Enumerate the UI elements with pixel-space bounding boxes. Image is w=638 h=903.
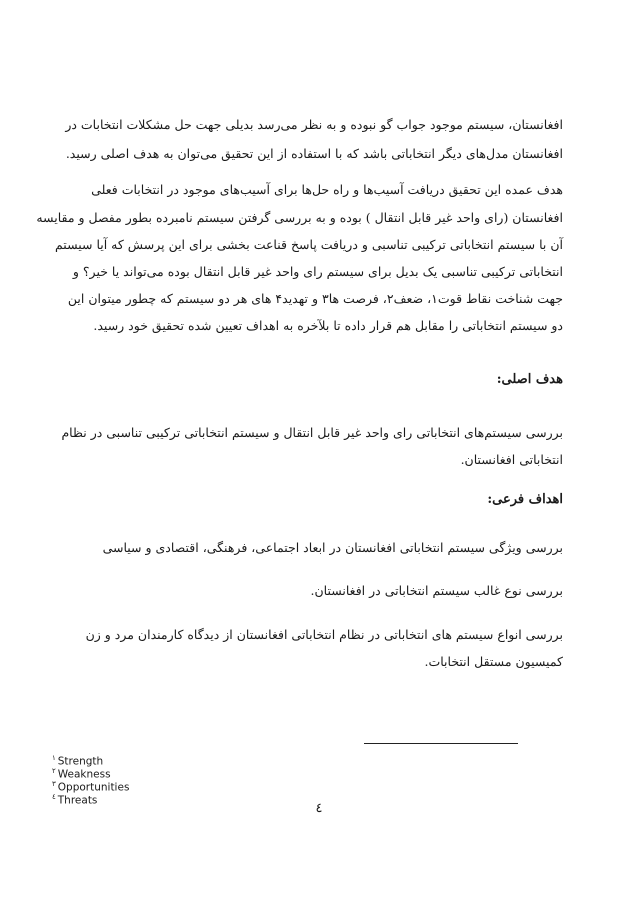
footnote-separator: [364, 743, 518, 744]
footnote-text: Threats: [57, 794, 98, 807]
paragraph-line: هدف عمده این تحقیق دریافت آسیب‌ها و راه حل‌ها برای آسیب‌های موجود در انتخابات فعلی: [91, 182, 563, 197]
sub-goal-item: بررسی ویژگی سیستم انتخاباتی افغانستان در ابعاد اجتماعی، فرهنگی، اقتصادی و سیاسی: [102, 540, 563, 555]
main-goal-heading: هدف اصلی:: [496, 372, 563, 387]
footnote-number: ٢: [52, 767, 56, 775]
paragraph-line: آن با سیستم انتخاباتی ترکیبی تناسبی و دریافت پاسخ قناعت بخشی برای این پرسش که آیا سیستم: [54, 237, 563, 252]
sub-goal-item: بررسی انواع سیستم های انتخاباتی در نظام انتخاباتی افغانستان از دیدگاه کارمندان مرد و زن: [85, 627, 563, 642]
paragraph-line: دو سیستم انتخاباتی را مقابل هم قرار داده تا بلآخره به اهداف تعیین شده تحقیق خود رسید.: [93, 318, 563, 333]
footnote-text: Weakness: [57, 768, 111, 781]
paragraph-line: افغانستان مدل‌های دیگر انتخاباتی باشد که با استفاده از این تحقیق می‌توان به هدف اصلی رسید.: [65, 146, 563, 161]
paragraph-line: جهت شناخت نقاط قوت۱، ضعف۲، فرصت ها۳ و تهدید۴ های هر دو سیستم که چطور میتوان این: [67, 291, 563, 306]
footnote-number: ٣: [52, 780, 56, 788]
paragraph-line: انتخاباتی ترکیبی تناسبی یک بدیل برای سیستم رای واحد غیر قابل انتقال بوده می‌تواند یا خیر؟ و: [72, 264, 563, 279]
sub-goal-item: کمیسیون مستقل انتخابات.: [424, 654, 563, 669]
sub-goals-heading: اهداف فرعی:: [487, 492, 563, 507]
main-goal-line: انتخاباتی افغانستان.: [460, 452, 563, 467]
page-number: ٤: [315, 801, 323, 816]
footnote-text: Opportunities: [57, 781, 130, 794]
footnote-number: ١: [52, 754, 56, 762]
footnote-number: ٤: [52, 793, 56, 801]
main-goal-line: بررسی سیستم‌های انتخاباتی رای واحد غیر قابل انتقال و سیستم انتخاباتی ترکیبی تناسبی در نظام: [61, 425, 563, 440]
paragraph-line: افغانستان (رای واحد غیر قابل انتقال ) بوده و به بررسی گرفتن سیستم نامبرده بطور مفصل و مقایسه: [36, 210, 563, 225]
footnote-text: Strength: [57, 755, 104, 768]
paragraph-line: افغانستان، سیستم موجود جواب گو نبوده و به نظر می‌رسد بدیلی جهت حل مشکلات انتخابات در: [65, 117, 563, 132]
sub-goal-item: بررسی نوع غالب سیستم انتخاباتی در افغانستان.: [310, 583, 563, 598]
